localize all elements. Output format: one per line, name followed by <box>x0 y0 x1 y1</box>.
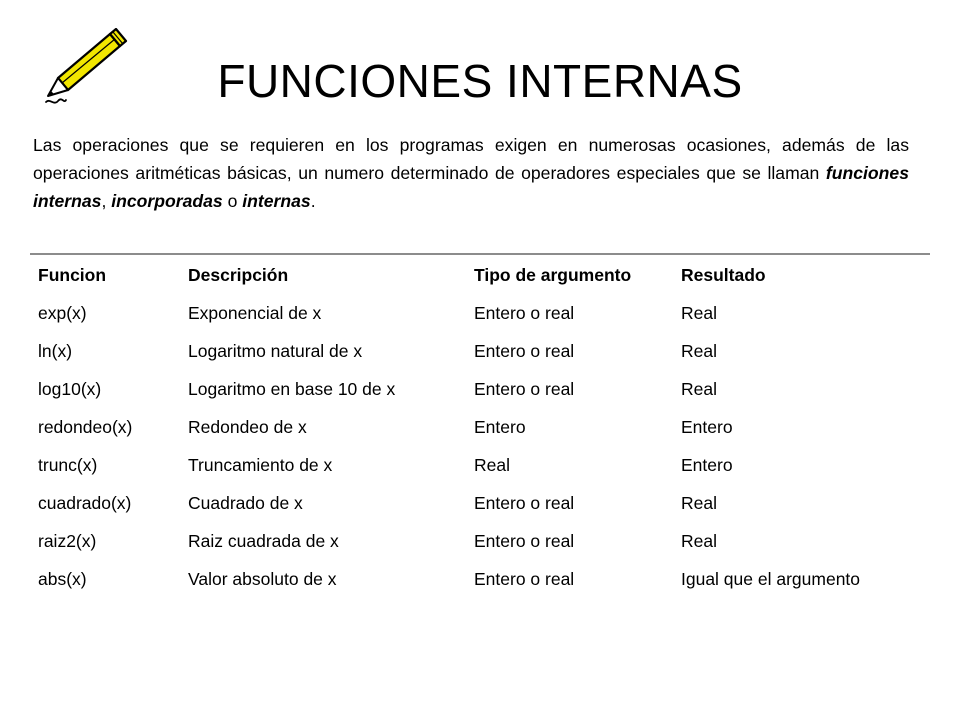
table-row <box>30 446 921 484</box>
intro-text: Las operaciones que se requieren en los programas exigen en numerosas ocasiones, además de las operaciones aritméticas básicas, un numero determinado de operadores especiales que se llaman <box>33 135 909 183</box>
cell-resultado: Entero <box>681 416 733 437</box>
table-row <box>30 408 921 446</box>
cell-resultado: Real <box>681 493 717 514</box>
cell-descripcion: Logaritmo en base 10 de x <box>188 378 396 399</box>
intro-emphasis-3: internas <box>242 191 311 211</box>
cell-tipo-argumento: Entero o real <box>474 378 575 399</box>
cell-tipo-argumento: Entero o real <box>474 340 575 361</box>
page-title: FUNCIONES INTERNAS <box>217 55 743 107</box>
cell-tipo-argumento: Entero o real <box>474 531 575 552</box>
cell-funcion: exp(x) <box>38 302 87 323</box>
header-descripcion: Descripción <box>188 264 289 285</box>
table-row <box>30 294 921 332</box>
table-row <box>30 370 921 408</box>
header-resultado: Resultado <box>681 264 766 285</box>
cell-funcion: log10(x) <box>38 378 102 399</box>
table-body <box>30 294 921 599</box>
header-tipo-argumento: Tipo de argumento <box>474 264 632 285</box>
cell-tipo-argumento: Entero o real <box>474 493 575 514</box>
cell-resultado: Real <box>681 378 717 399</box>
table-row <box>30 523 921 561</box>
table-row <box>30 485 921 523</box>
table-row <box>30 332 921 370</box>
cell-funcion: redondeo(x) <box>38 416 133 437</box>
cell-descripcion: Exponencial de x <box>188 302 322 323</box>
cell-tipo-argumento: Entero o real <box>474 569 575 590</box>
functions-table <box>30 256 921 599</box>
cell-resultado: Real <box>681 531 717 552</box>
intro-separator-2: o <box>222 191 243 211</box>
cell-resultado: Real <box>681 302 717 323</box>
cell-funcion: abs(x) <box>38 569 87 590</box>
cell-resultado: Igual que el argumento <box>681 569 861 590</box>
intro-emphasis-1: funciones internas <box>33 163 909 211</box>
intro-paragraph <box>33 131 909 215</box>
cell-descripcion: Logaritmo natural de x <box>188 340 363 361</box>
cell-funcion: trunc(x) <box>38 455 98 476</box>
cell-tipo-argumento: Real <box>474 455 510 476</box>
table-header <box>30 256 921 294</box>
cell-descripcion: Raiz cuadrada de x <box>188 531 339 552</box>
cell-resultado: Real <box>681 340 717 361</box>
cell-resultado: Entero <box>681 455 733 476</box>
intro-emphasis-2: incorporadas <box>111 191 223 211</box>
intro-separator-1: , <box>101 191 112 211</box>
cell-descripcion: Redondeo de x <box>188 416 307 437</box>
cell-tipo-argumento: Entero o real <box>474 302 575 323</box>
cell-tipo-argumento: Entero <box>474 416 526 437</box>
cell-descripcion: Cuadrado de x <box>188 493 303 514</box>
table-row <box>30 561 921 599</box>
table-top-rule <box>30 253 930 255</box>
cell-funcion: cuadrado(x) <box>38 493 132 514</box>
intro-end: . <box>310 191 316 211</box>
header-row <box>30 256 921 294</box>
cell-funcion: raiz2(x) <box>38 531 97 552</box>
cell-funcion: ln(x) <box>38 340 73 361</box>
header-funcion: Funcion <box>38 264 107 285</box>
cell-descripcion: Truncamiento de x <box>188 455 333 476</box>
cell-descripcion: Valor absoluto de x <box>188 569 337 590</box>
